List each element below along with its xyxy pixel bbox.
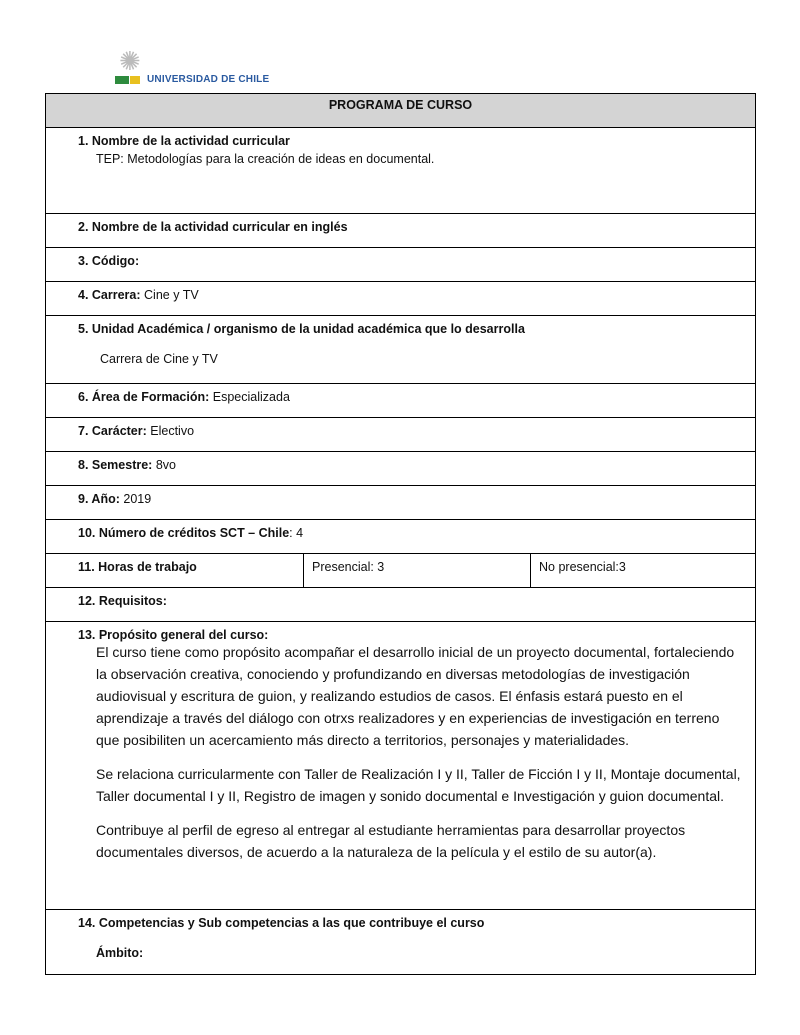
sun-emblem-icon: ✺: [119, 46, 141, 76]
row-label: 8. Semestre:: [78, 458, 153, 472]
purpose-paragraph: Contribuye al perfil de egreso al entregar al estudiante herramientas para desarrollar proyectos documentales diversos, de acuerdo a la naturaleza de la película y el estilo de su autor(a).: [96, 822, 686, 860]
scope-label: Ámbito:: [96, 946, 144, 960]
row-value: TEP: Metodologías para la creación de ideas en documental.: [96, 152, 435, 166]
row-year: [46, 486, 755, 520]
row-label: 12. Requisitos:: [78, 594, 167, 608]
row-label: 3. Código:: [78, 254, 140, 268]
row-semester: [46, 452, 755, 486]
row-label: 2. Nombre de la actividad curricular en inglés: [78, 220, 348, 234]
row-value: 2019: [119, 492, 152, 506]
row-course-name: [46, 128, 755, 214]
non-presential-hours-cell: [530, 554, 755, 587]
row-credits: [46, 520, 755, 554]
row-english-name: [46, 214, 755, 248]
row-label: 10. Número de créditos SCT – Chile: [78, 526, 290, 540]
row-training-area: [46, 384, 755, 418]
row-academic-unit: [46, 316, 755, 384]
logo-shield-yellow: [130, 76, 140, 84]
course-program-table: [45, 93, 756, 975]
row-value: Especializada: [209, 390, 290, 404]
presential-hours-cell: [303, 554, 531, 587]
row-label: 7. Carácter:: [78, 424, 147, 438]
row-career: [46, 282, 755, 316]
row-code: [46, 248, 755, 282]
row-label: 6. Área de Formación:: [78, 390, 210, 404]
university-logo: [115, 46, 270, 88]
non-presential-hours: No presencial:3: [539, 560, 626, 574]
presential-hours: Presencial: 3: [312, 560, 385, 574]
row-label: 11. Horas de trabajo: [78, 560, 197, 574]
row-value: 8vo: [152, 458, 176, 472]
row-character: [46, 418, 755, 452]
purpose-paragraph: Se relaciona curricularmente con Taller de Realización I y II, Taller de Ficción I y II, Montaje documental, Taller documental I y II, Registro de imagen y sonido documental e Investigación y guion documental.: [96, 766, 741, 804]
logo-shield-green: [115, 76, 129, 84]
row-label: 13. Propósito general del curso:: [78, 628, 269, 642]
row-label: 4. Carrera:: [78, 288, 141, 302]
row-label: 1. Nombre de la actividad curricular: [78, 134, 290, 148]
row-label: 9. Año:: [78, 492, 120, 506]
row-value: : 4: [289, 526, 304, 540]
row-value: Carrera de Cine y TV: [100, 352, 218, 366]
university-name: UNIVERSIDAD DE CHILE: [147, 74, 270, 85]
row-purpose: [46, 622, 755, 910]
row-requirements: [46, 588, 755, 622]
row-value: Cine y TV: [140, 288, 199, 302]
row-label: 14. Competencias y Sub competencias a las que contribuye el curso: [78, 916, 485, 930]
purpose-paragraph: El curso tiene como propósito acompañar el desarrollo inicial de un proyecto documental, fortaleciendo la observación creativa, conociendo y profundizando en diversas metodologías de investigación audiovisual y escritura de guion, y realizando estudios de casos. El énfasis estará puesto en el aprendizaje a través del diálogo con otrxs realizadores y en experiencias de investigación en terreno que posibiliten un acercamiento más directo a territorios, personajes y materialidades.: [96, 644, 735, 748]
row-work-hours: [46, 554, 755, 588]
row-value: Electivo: [146, 424, 195, 438]
row-competencies: [46, 910, 755, 976]
purpose-text: [96, 641, 741, 875]
row-label: 5. Unidad Académica / organismo de la unidad académica que lo desarrolla: [78, 322, 525, 336]
table-header: PROGRAMA DE CURSO: [46, 94, 755, 128]
